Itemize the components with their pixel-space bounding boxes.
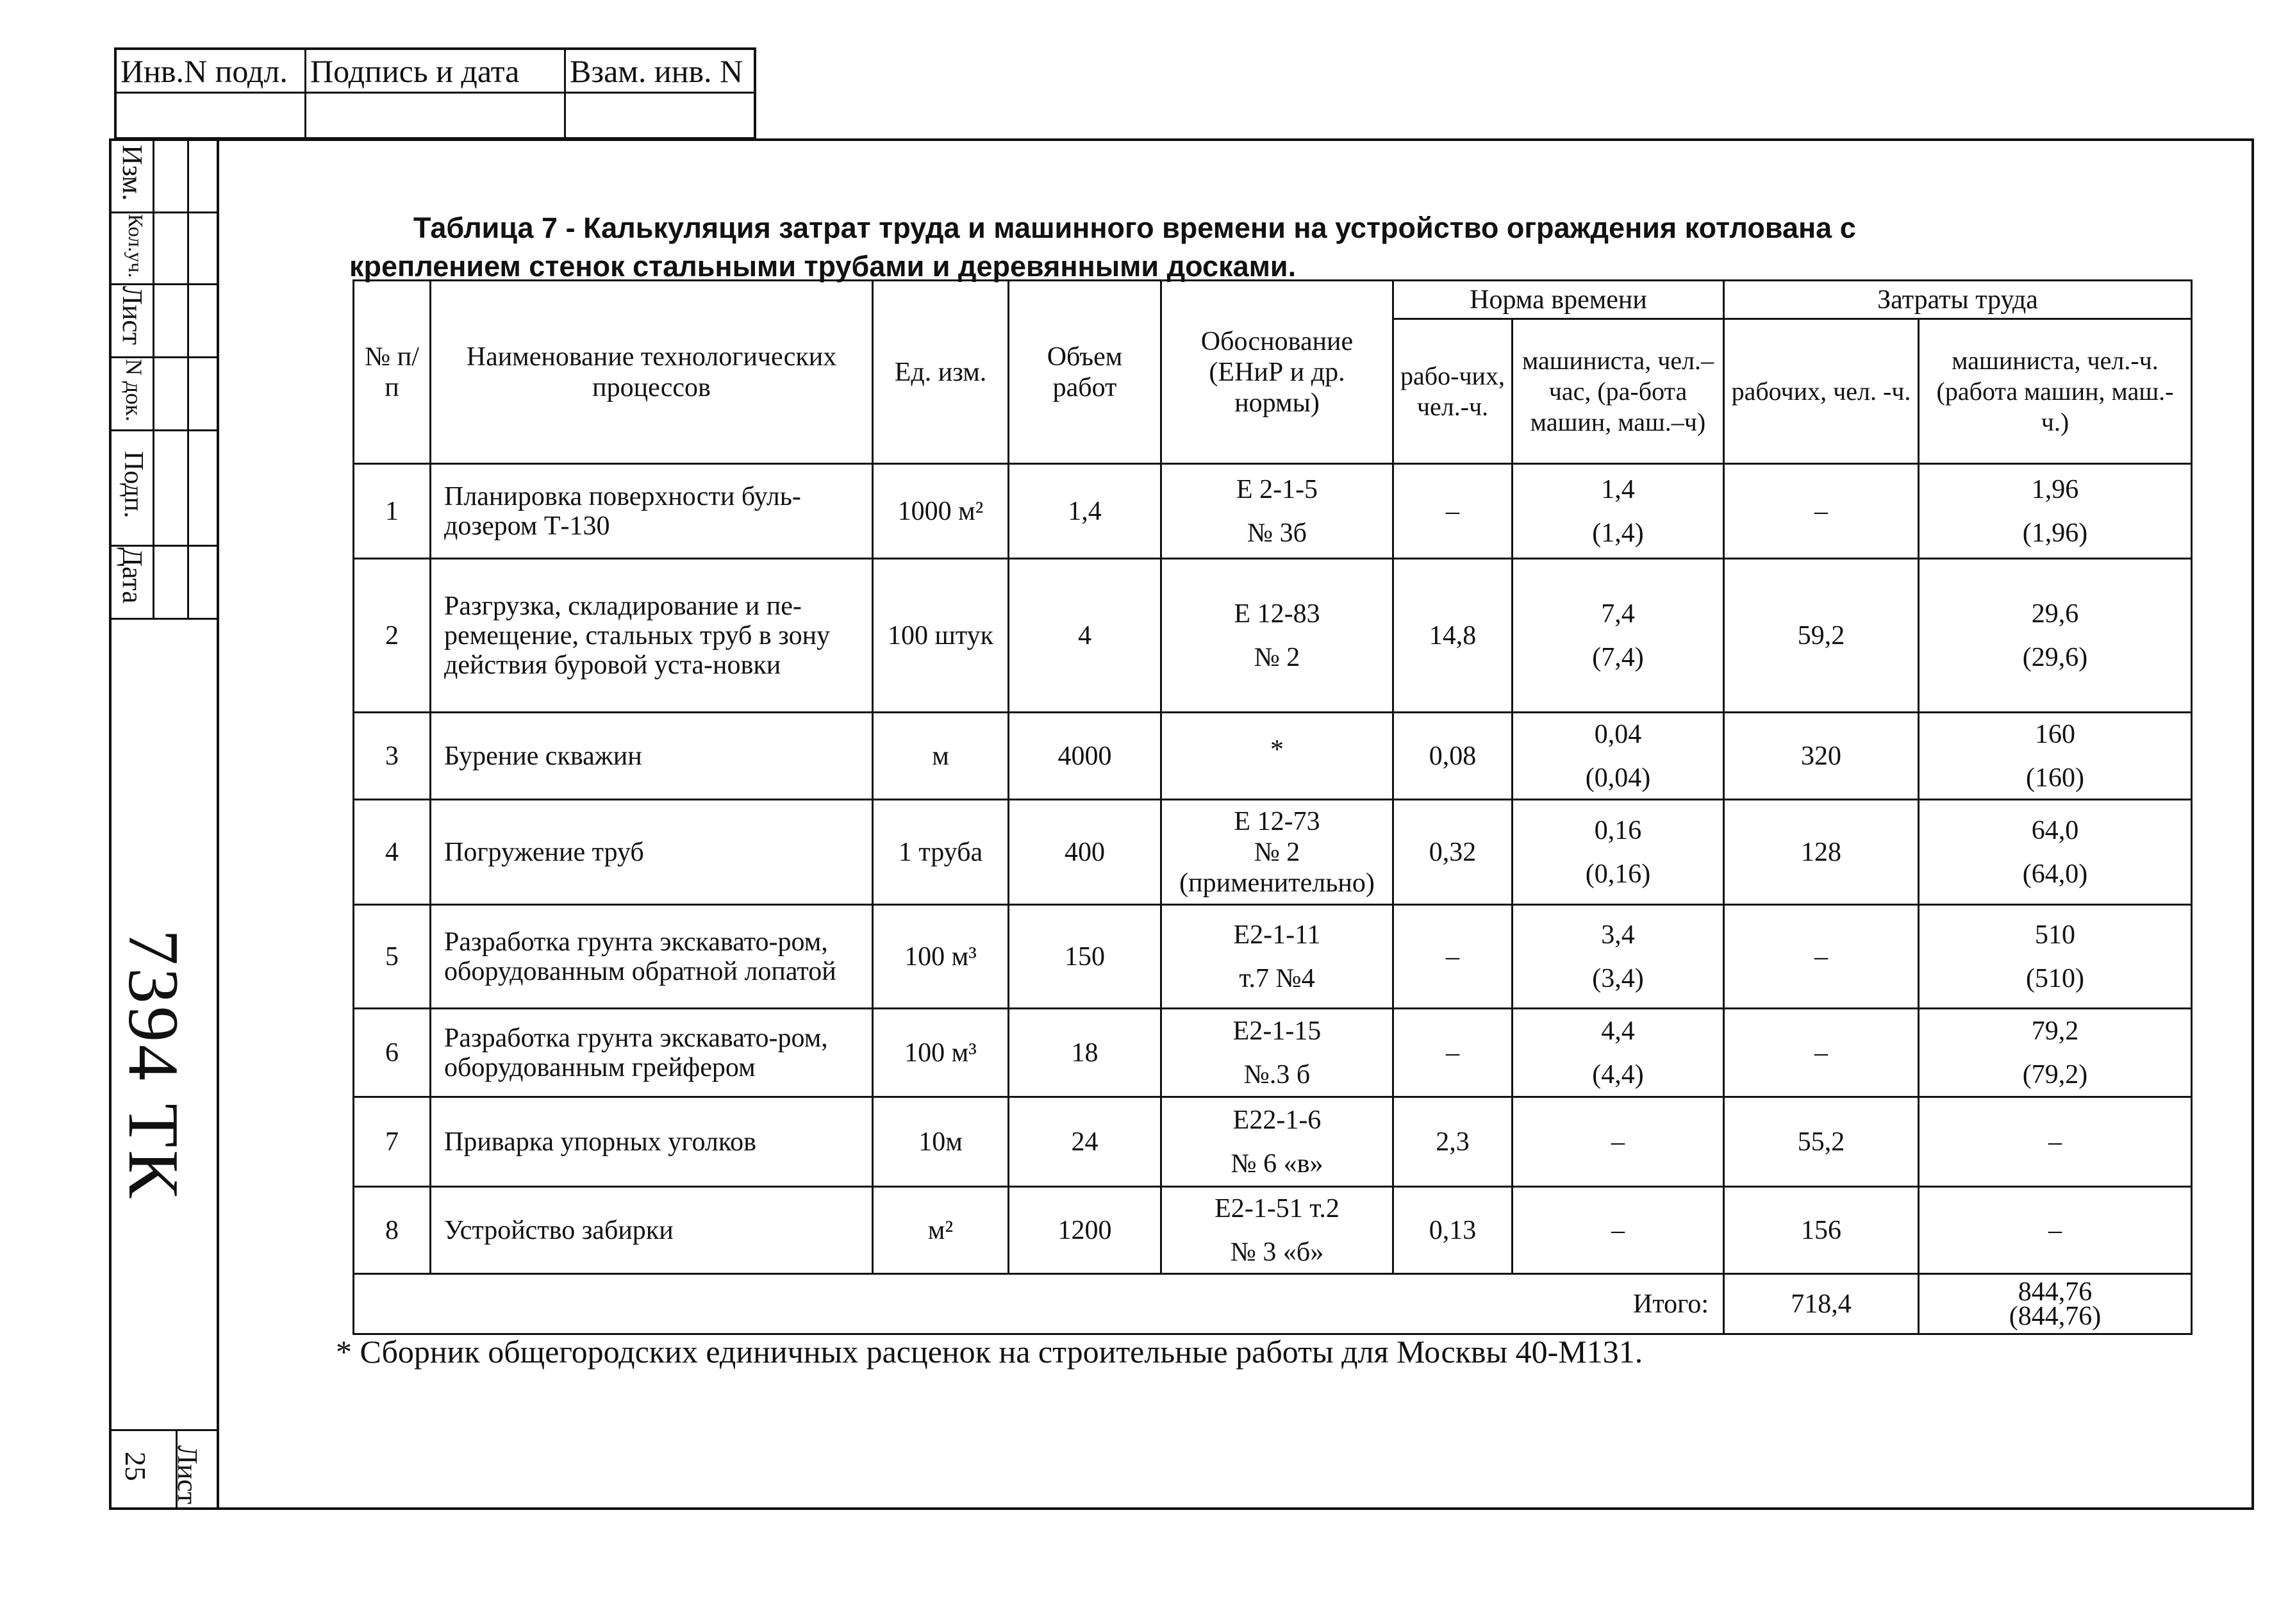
cell-name: Приварка упорных уголков — [431, 1097, 873, 1187]
cell-labor-machine-value: (64,0) — [2022, 859, 2088, 889]
header-labor-workers: рабочих, чел. -ч. — [1724, 319, 1919, 464]
stamp-cell-empty-3 — [566, 94, 754, 137]
cell-num: 1 — [354, 464, 431, 559]
cell-basis-line-1: Е 12-73 — [1234, 806, 1320, 836]
stamp-cell-empty-2 — [306, 94, 566, 137]
side-kol-uch: Кол.уч. — [124, 214, 147, 278]
header-basis: Обоснование (ЕНиР и др. нормы) — [1161, 281, 1393, 464]
cell-basis — [1161, 713, 1393, 800]
cell-labor-machinist-value: 79,2 — [2031, 1016, 2079, 1046]
document-code: 7394 ТК — [113, 929, 193, 1201]
cell-labor-machinist — [1919, 905, 2192, 1009]
cell-norm-machinist — [1513, 800, 1724, 905]
table-row — [354, 1187, 2192, 1274]
cell-volume: 4 — [1009, 559, 1161, 713]
cell-labor-machinist — [1919, 559, 2192, 713]
table-title-line-2: креплением стенок стальными трубами и деревянными досками. — [349, 250, 1297, 283]
header-num: № п/п — [354, 281, 431, 464]
cell-volume: 1,4 — [1009, 464, 1161, 559]
cell-basis-line-1: * — [1270, 734, 1284, 765]
cell-labor-workers: – — [1724, 1009, 1919, 1097]
cell-norm-machinist-value: 0,16 — [1594, 815, 1642, 845]
cell-labor-machine-value: (510) — [2026, 963, 2084, 993]
cell-norm-machinist — [1513, 464, 1724, 559]
cell-norm-workers: – — [1393, 464, 1513, 559]
cell-norm-workers: 0,13 — [1393, 1187, 1513, 1274]
sheet-label: Лист — [172, 1445, 203, 1505]
cell-norm-machine-value: (7,4) — [1592, 642, 1644, 672]
cell-basis — [1161, 1187, 1393, 1274]
header-norm-group: Норма времени — [1393, 281, 1724, 319]
cell-labor-machinist — [1919, 1009, 2192, 1097]
cell-num: 6 — [354, 1009, 431, 1097]
cell-unit: 1 труба — [873, 800, 1009, 905]
side-title-block — [109, 138, 219, 1510]
sheet-number: 25 — [119, 1452, 152, 1481]
cell-basis-line-1: Е2-1-51 т.2 — [1215, 1193, 1339, 1223]
table-title — [349, 209, 2182, 286]
table-title-line-1: Таблица 7 - Калькуляция затрат труда и машинного времени на устройство ограждения котлована с — [413, 211, 1856, 244]
cell-norm-machine-value: (4,4) — [1592, 1059, 1644, 1090]
cell-unit: 100 м³ — [873, 1009, 1009, 1097]
cell-unit: 100 штук — [873, 559, 1009, 713]
table-row — [354, 713, 2192, 800]
cell-num: 3 — [354, 713, 431, 800]
cell-name: Планировка поверхности буль-дозером Т-130 — [431, 464, 873, 559]
cell-unit: 10м — [873, 1097, 1009, 1187]
cell-basis — [1161, 464, 1393, 559]
cell-basis-line-2: т.7 №4 — [1239, 963, 1315, 993]
table-row — [354, 464, 2192, 559]
cell-name: Бурение скважин — [431, 713, 873, 800]
cell-labor-machinist — [1919, 464, 2192, 559]
cell-norm-workers: – — [1393, 1009, 1513, 1097]
cell-norm-machine-value: (3,4) — [1592, 963, 1644, 993]
cell-basis — [1161, 559, 1393, 713]
header-unit: Ед. изм. — [873, 281, 1009, 464]
cell-labor-machinist-value: 29,6 — [2031, 599, 2079, 629]
cell-unit: 100 м³ — [873, 905, 1009, 1009]
cell-basis — [1161, 1009, 1393, 1097]
header-volume: Объем работ — [1009, 281, 1161, 464]
cell-labor-machine-value: (79,2) — [2022, 1059, 2088, 1090]
cell-basis-line-1: Е22-1-6 — [1232, 1105, 1322, 1135]
table-row — [354, 905, 2192, 1009]
cell-basis-line-2: № 6 «в» — [1231, 1148, 1323, 1179]
labor-calculation-table — [352, 279, 2193, 1335]
stamp-podpis-data: Подпись и дата — [306, 50, 566, 94]
cell-norm-machinist-value: 4,4 — [1601, 1016, 1635, 1046]
cell-norm-workers: 2,3 — [1393, 1097, 1513, 1187]
total-row — [354, 1274, 2192, 1334]
header-norm-machinist: машиниста, чел.–час, (ра-бота машин, маш.–ч) — [1513, 319, 1724, 464]
stamp-cell-empty-1 — [117, 94, 306, 137]
header-name: Наименование технологических процессов — [431, 281, 873, 464]
cell-labor-workers: 128 — [1724, 800, 1919, 905]
cell-norm-workers: 0,08 — [1393, 713, 1513, 800]
cell-norm-machinist: – — [1513, 1187, 1724, 1274]
header-labor-group: Затраты труда — [1724, 281, 2192, 319]
cell-basis-line-2: № 3б — [1247, 518, 1307, 548]
cell-norm-machinist-value: 7,4 — [1601, 599, 1635, 629]
table-row — [354, 800, 2192, 905]
cell-name: Разработка грунта экскавато-ром, оборудованным обратной лопатой — [431, 905, 873, 1009]
side-data: Дата — [117, 547, 148, 604]
cell-name: Разгрузка, складирование и пе-ремещение, стальных труб в зону действия буровой уста-новки — [431, 559, 873, 713]
header-norm-workers: рабо-чих, чел.-ч. — [1393, 319, 1513, 464]
cell-num: 7 — [354, 1097, 431, 1187]
cell-basis-line-1: Е 2-1-5 — [1236, 474, 1318, 504]
cell-norm-machine-value: (1,4) — [1592, 518, 1644, 548]
approval-stamp — [114, 47, 756, 140]
cell-labor-machinist-value: 510 — [2035, 920, 2075, 950]
table-row — [354, 1097, 2192, 1187]
cell-labor-workers: 320 — [1724, 713, 1919, 800]
cell-labor-machinist-value: 64,0 — [2031, 815, 2079, 845]
cell-basis-line-1: Е 12-83 — [1234, 599, 1320, 629]
cell-basis — [1161, 905, 1393, 1009]
cell-unit: м — [873, 713, 1009, 800]
total-machine-value: (844,76) — [2009, 1301, 2102, 1331]
cell-basis-line-2: №.3 б — [1243, 1059, 1311, 1090]
footnote: * Сборник общегородских единичных расценок на строительные работы для Москвы 40-М131. — [336, 1334, 1643, 1370]
total-machinist — [1919, 1274, 2192, 1334]
stamp-vzam-inv: Взам. инв. N — [566, 50, 754, 94]
cell-basis-line-2: № 2 — [1254, 642, 1300, 672]
cell-num: 5 — [354, 905, 431, 1009]
cell-name: Разработка грунта экскавато-ром, оборудованным грейфером — [431, 1009, 873, 1097]
cell-num: 4 — [354, 800, 431, 905]
cell-volume: 18 — [1009, 1009, 1161, 1097]
cell-basis-line-2: № 2 (применительно) — [1179, 837, 1375, 898]
cell-norm-machinist-value: 1,4 — [1601, 474, 1635, 504]
cell-volume: 150 — [1009, 905, 1161, 1009]
cell-num: 8 — [354, 1187, 431, 1274]
cell-volume: 24 — [1009, 1097, 1161, 1187]
total-machinist-value: 844,76 — [2018, 1277, 2093, 1307]
side-n-dok: N док. — [121, 359, 147, 422]
cell-basis-line-1: Е2-1-11 — [1233, 920, 1321, 950]
cell-labor-workers: 55,2 — [1724, 1097, 1919, 1187]
total-label: Итого: — [354, 1274, 1724, 1334]
cell-volume: 4000 — [1009, 713, 1161, 800]
cell-name: Устройство забирки — [431, 1187, 873, 1274]
cell-norm-machinist: – — [1513, 1097, 1724, 1187]
cell-norm-machinist — [1513, 905, 1724, 1009]
cell-labor-machinist-value: 1,96 — [2031, 474, 2079, 504]
cell-labor-machine-value: (160) — [2026, 763, 2084, 793]
cell-labor-workers: – — [1724, 464, 1919, 559]
cell-norm-machinist — [1513, 559, 1724, 713]
cell-norm-workers: – — [1393, 905, 1513, 1009]
side-podp: Подп. — [119, 451, 148, 518]
stamp-inv-podl: Инв.N подл. — [117, 50, 306, 94]
cell-norm-machinist-value: 3,4 — [1601, 920, 1635, 950]
cell-norm-workers: 14,8 — [1393, 559, 1513, 713]
cell-unit: м² — [873, 1187, 1009, 1274]
cell-volume: 400 — [1009, 800, 1161, 905]
cell-norm-machine-value: (0,04) — [1585, 763, 1651, 793]
cell-basis — [1161, 800, 1393, 905]
side-list: Лист — [117, 286, 148, 345]
total-workers: 718,4 — [1724, 1274, 1919, 1334]
cell-norm-machinist — [1513, 713, 1724, 800]
cell-labor-machinist — [1919, 713, 2192, 800]
cell-labor-machine-value: (29,6) — [2022, 642, 2088, 672]
cell-labor-machine-value: (1,96) — [2022, 518, 2088, 548]
cell-labor-machinist-value: 160 — [2035, 719, 2075, 749]
table-row — [354, 1009, 2192, 1097]
cell-labor-machinist: – — [1919, 1187, 2192, 1274]
cell-labor-machinist: – — [1919, 1097, 2192, 1187]
cell-basis-line-2: № 3 «б» — [1230, 1237, 1324, 1267]
cell-labor-workers: 156 — [1724, 1187, 1919, 1274]
cell-norm-machinist-value: 0,04 — [1594, 719, 1642, 749]
header-labor-machinist: машиниста, чел.-ч. (работа машин, маш.-ч.) — [1919, 319, 2192, 464]
cell-norm-machine-value: (0,16) — [1585, 859, 1651, 889]
cell-labor-workers: – — [1724, 905, 1919, 1009]
cell-norm-workers: 0,32 — [1393, 800, 1513, 905]
cell-num: 2 — [354, 559, 431, 713]
cell-labor-workers: 59,2 — [1724, 559, 1919, 713]
cell-norm-machinist — [1513, 1009, 1724, 1097]
cell-labor-machinist — [1919, 800, 2192, 905]
cell-basis-line-1: Е2-1-15 — [1232, 1016, 1322, 1046]
cell-basis — [1161, 1097, 1393, 1187]
side-izm: Изм. — [117, 145, 148, 201]
table-row — [354, 559, 2192, 713]
cell-unit: 1000 м² — [873, 464, 1009, 559]
cell-name: Погружение труб — [431, 800, 873, 905]
cell-volume: 1200 — [1009, 1187, 1161, 1274]
